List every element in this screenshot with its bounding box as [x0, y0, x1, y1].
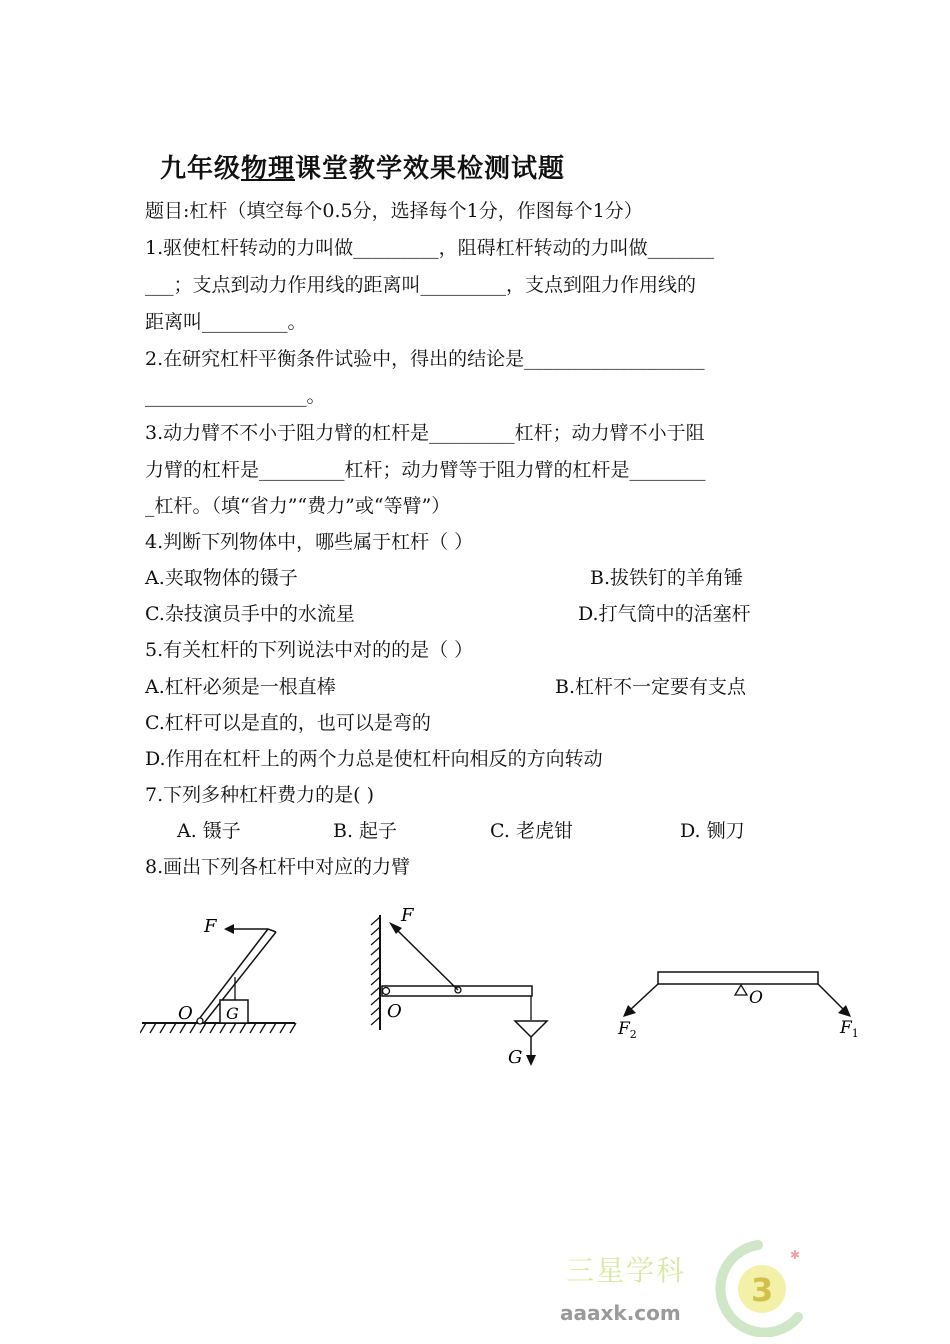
force-arrow [396, 929, 458, 990]
question-4-stem: 4.判断下列物体中，哪些属于杠杆（ ） [145, 531, 474, 553]
q4-option-b: B.拔铁钉的羊角锤 [590, 567, 744, 589]
page-title [160, 148, 565, 185]
weight-label: G [226, 1004, 239, 1023]
q4-option-a: A.夹取物体的镊子 [145, 567, 298, 589]
q7-option-b: B. 起子 [333, 820, 398, 842]
pivot-label: O [387, 1001, 402, 1022]
weight-label: G [508, 1047, 523, 1068]
question-3-line-2: 力臂的杠杆是_________杠杆；动力臂等于阻力臂的杠杆是________ [145, 459, 706, 481]
force-1-symbol: F [840, 1018, 852, 1038]
q4-option-d: D.打气筒中的活塞杆 [578, 603, 751, 625]
question-3-line-1: 3.动力臂不不小于阻力臂的杠杆是_________杠杆；动力臂不小于阻 [145, 422, 705, 444]
question-2-line-2: _________________。 [145, 385, 326, 407]
wall-hatching [371, 917, 380, 1025]
watermark-badge: 3 [751, 1271, 774, 1309]
force-arrow-head [224, 924, 234, 934]
diagram-lever-wall [365, 905, 555, 1070]
diagram-lever-ground [140, 905, 305, 1040]
watermark-url: aaaxk.com [560, 1301, 681, 1325]
force-1-arrow [818, 984, 844, 1010]
q5-option-d: D.作用在杠杆上的两个力总是使杠杆向相反的方向转动 [145, 748, 603, 770]
force-1-label [839, 1018, 859, 1040]
force-1-subscript: 1 [851, 1027, 859, 1040]
watermark [560, 1235, 820, 1340]
q4-option-c: C.杂技演员手中的水流星 [145, 603, 355, 625]
q5-option-b: B.杠杆不一定要有支点 [555, 676, 747, 698]
beam [658, 972, 818, 984]
question-8-stem: 8.画出下列各杠杆中对应的力臂 [145, 856, 411, 878]
weight-arrow-head [526, 1055, 536, 1066]
q7-option-a: A. 镊子 [177, 820, 241, 842]
title-suffix: 课堂教学效果检测试题 [295, 154, 566, 184]
q5-option-c: C.杠杆可以是直的，也可以是弯的 [145, 712, 431, 734]
ground-hatching [140, 1023, 296, 1033]
question-5-stem: 5.有关杠杆的下列说法中对的的是（ ） [145, 639, 474, 661]
watermark-logo [700, 1237, 818, 1337]
question-1-line-2: ___；支点到动力作用线的距离叫_________，支点到阻力作用线的 [145, 274, 697, 296]
pivot-point [197, 1018, 203, 1024]
q7-option-c: C. 老虎钳 [490, 820, 573, 842]
force-2-subscript: 2 [629, 1028, 637, 1041]
pivot-label: O [749, 988, 763, 1008]
force-2-label [617, 1019, 637, 1041]
force-2-arrow [630, 984, 658, 1010]
weight-cone [515, 1021, 547, 1037]
force-label: F [401, 905, 414, 926]
pivot-label: O [178, 1003, 193, 1024]
question-3-line-3: _杠杆。（填“省力”“费力”或“等臂”） [145, 495, 451, 517]
question-7-stem: 7.下列多种杠杆费力的是( ) [145, 784, 374, 806]
title-grade: 九年级 [160, 154, 242, 184]
pivot-point [383, 988, 390, 995]
force-2-symbol: F [618, 1019, 630, 1039]
force-label: F [204, 916, 217, 937]
q7-option-d: D. 铡刀 [680, 820, 745, 842]
watermark-star-icon: ✱ [790, 1248, 801, 1262]
watermark-brand: 三星学科 [566, 1254, 687, 1287]
title-subject: 物理 [241, 154, 296, 184]
question-2-line-1: 2.在研究杠杆平衡条件试验中，得出的结论是___________________ [145, 348, 705, 370]
q5-option-a: A.杠杆必须是一根直棒 [145, 676, 336, 698]
pivot-triangle [735, 985, 747, 995]
topic-line: 题目:杠杆（填空每个0.5分，选择每个1分，作图每个1分） [145, 200, 643, 222]
diagram-balance-beam [610, 960, 870, 1045]
question-1-line-1: 1.驱使杠杆转动的力叫做_________，阻碍杠杆转动的力叫做_______ [145, 237, 715, 259]
question-1-line-3: 距离叫_________。 [145, 311, 307, 333]
